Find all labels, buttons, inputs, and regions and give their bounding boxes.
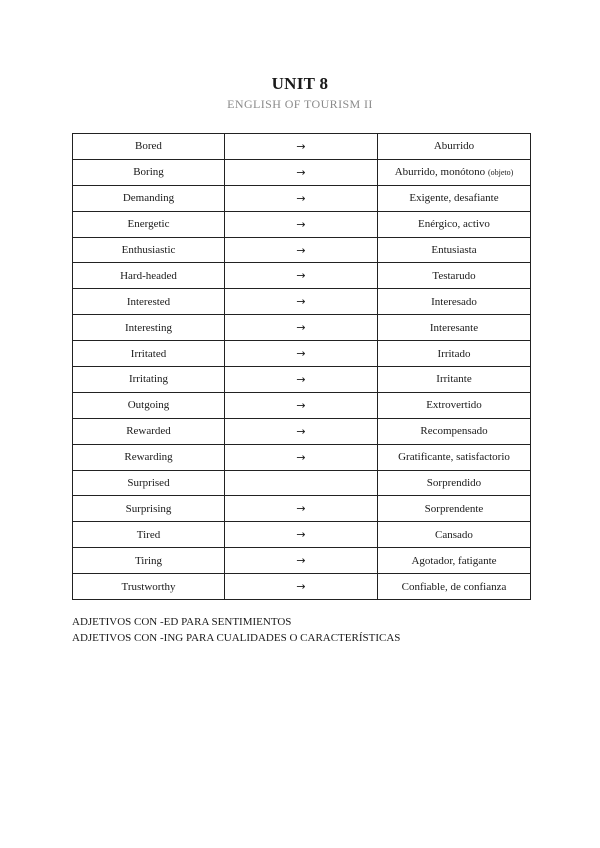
table-row (73, 134, 531, 160)
spanish-translation-text: Aburrido (433, 140, 475, 153)
spanish-translation-cell (378, 522, 531, 548)
arrow-cell: → (225, 522, 378, 548)
arrow-cell: → (225, 548, 378, 574)
english-word-cell: Bored (73, 134, 225, 160)
spanish-translation-text: Confiable, de confianza (401, 580, 507, 593)
table-row (73, 341, 531, 367)
footnote-ed: ADJETIVOS CON -ED PARA SENTIMIENTOS (72, 616, 292, 628)
english-word-cell: Hard-headed (73, 263, 225, 289)
spanish-translation-cell (378, 237, 531, 263)
spanish-translation-cell (378, 134, 531, 160)
english-word-cell: Energetic (73, 211, 225, 237)
table-row (73, 185, 531, 211)
english-word-cell: Irritated (73, 341, 225, 367)
spanish-translation-cell (378, 444, 531, 470)
spanish-translation-text: Enérgico, activo (418, 218, 490, 231)
spanish-translation-text: Exigente, desafiante (409, 192, 499, 205)
english-word-cell: Interested (73, 289, 225, 315)
spanish-translation-cell (378, 392, 531, 418)
table-row (73, 237, 531, 263)
spanish-translation-cell (378, 211, 531, 237)
table-row (73, 470, 531, 496)
spanish-translation-cell (378, 263, 531, 289)
spanish-translation-cell (378, 185, 531, 211)
spanish-translation-text: Cansado (435, 528, 473, 541)
spanish-translation-text: Agotador, fatigante (411, 554, 497, 567)
english-word-cell: Surprised (73, 470, 225, 496)
spanish-translation-text: Aburrido, monótono (394, 166, 486, 179)
spanish-translation-text: Testarudo (432, 269, 476, 282)
table-row (73, 548, 531, 574)
arrow-cell: → (225, 211, 378, 237)
arrow-cell (225, 470, 378, 496)
english-word-cell: Enthusiastic (73, 237, 225, 263)
table-row (73, 418, 531, 444)
arrow-cell: → (225, 315, 378, 341)
vocabulary-table (72, 133, 531, 600)
english-word-cell: Tired (73, 522, 225, 548)
spanish-translation-text: Gratificante, satisfactorio (398, 451, 510, 464)
spanish-translation-text: Irritado (437, 347, 471, 360)
table-row (73, 367, 531, 393)
footnotes (72, 614, 400, 646)
spanish-translation-text: Interesado (431, 295, 477, 308)
table-row (73, 522, 531, 548)
spanish-translation-text: Sorprendido (426, 477, 482, 490)
arrow-cell: → (225, 185, 378, 211)
arrow-cell: → (225, 341, 378, 367)
table-row (73, 392, 531, 418)
table-row (73, 263, 531, 289)
arrow-cell: → (225, 496, 378, 522)
spanish-translation-text: Sorprendente (424, 502, 484, 515)
spanish-translation-cell (378, 289, 531, 315)
english-word-cell: Trustworthy (73, 574, 225, 600)
spanish-translation-cell (378, 341, 531, 367)
translation-note: (objeto) (487, 168, 514, 178)
arrow-cell: → (225, 392, 378, 418)
english-word-cell: Rewarded (73, 418, 225, 444)
english-word-cell: Demanding (73, 185, 225, 211)
english-word-cell: Surprising (73, 496, 225, 522)
arrow-cell: → (225, 159, 378, 185)
table-row (73, 574, 531, 600)
table-row (73, 496, 531, 522)
spanish-translation-cell (378, 470, 531, 496)
spanish-translation-cell (378, 159, 531, 185)
spanish-translation-text: Extrovertido (426, 399, 482, 412)
table-row (73, 444, 531, 470)
spanish-translation-cell (378, 496, 531, 522)
english-word-cell: Rewarding (73, 444, 225, 470)
arrow-cell: → (225, 418, 378, 444)
spanish-translation-text: Interesante (429, 321, 479, 334)
english-word-cell: Tiring (73, 548, 225, 574)
spanish-translation-cell (378, 315, 531, 341)
table-row (73, 315, 531, 341)
english-word-cell: Outgoing (73, 392, 225, 418)
english-word-cell: Interesting (73, 315, 225, 341)
page-subtitle: ENGLISH OF TOURISM II (227, 97, 373, 111)
spanish-translation-cell (378, 367, 531, 393)
arrow-cell: → (225, 574, 378, 600)
spanish-translation-text: Entusiasta (431, 244, 477, 256)
arrow-cell: → (225, 237, 378, 263)
arrow-cell: → (225, 444, 378, 470)
spanish-translation-cell (378, 574, 531, 600)
table-row (73, 211, 531, 237)
vocabulary-table-body (73, 134, 531, 600)
page-title: UNIT 8 (271, 74, 329, 93)
arrow-cell: → (225, 367, 378, 393)
footnote-ing: ADJETIVOS CON -ING PARA CUALIDADES O CARACTERÍSTICAS (72, 632, 401, 644)
spanish-translation-text: Recompensado (420, 425, 488, 438)
spanish-translation-text: Irritante (436, 373, 472, 386)
table-row (73, 159, 531, 185)
spanish-translation-cell (378, 418, 531, 444)
arrow-cell: → (225, 134, 378, 160)
english-word-cell: Boring (73, 159, 225, 185)
spanish-translation-cell (378, 548, 531, 574)
english-word-cell: Irritating (73, 367, 225, 393)
arrow-cell: → (225, 289, 378, 315)
table-row (73, 289, 531, 315)
arrow-cell: → (225, 263, 378, 289)
